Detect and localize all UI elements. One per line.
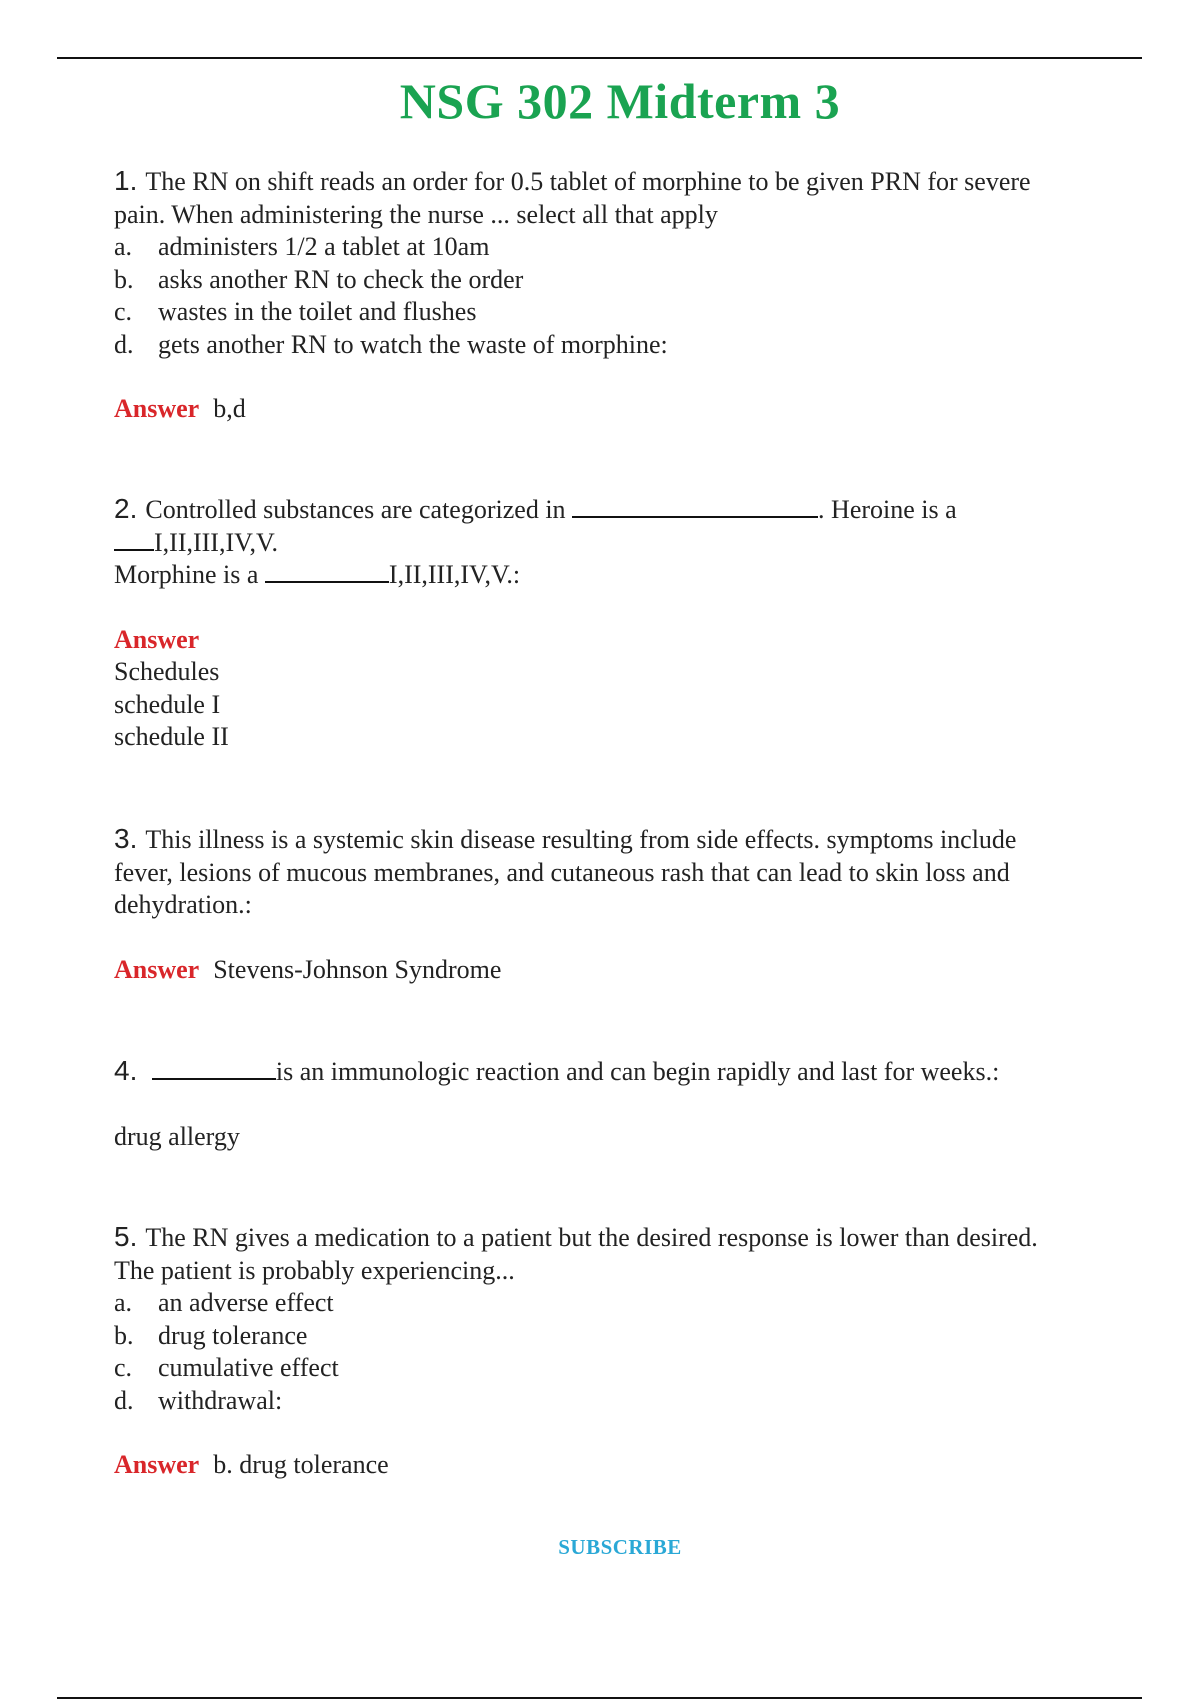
question-4 xyxy=(114,1055,1134,1153)
question-2-line-1 xyxy=(114,493,1134,527)
question-2 xyxy=(114,493,1134,754)
option-letter: d. xyxy=(114,1385,134,1415)
question-3-text-2: fever, lesions of mucous membranes, and cutaneous rash that can lead to skin loss and xyxy=(114,857,1010,887)
question-1 xyxy=(114,165,1134,426)
question-1-text-1: The RN on shift reads an order for 0.5 tablet of morphine to be given PRN for severe xyxy=(145,167,1031,196)
question-3 xyxy=(114,823,1134,986)
fill-in-blank xyxy=(152,1058,276,1080)
option-letter: d. xyxy=(114,329,134,359)
option-text: drug tolerance xyxy=(158,1320,308,1350)
question-5-number: 5. xyxy=(114,1221,138,1252)
top-rule xyxy=(57,57,1142,59)
question-2-text-2: . Heroine is a xyxy=(818,495,957,524)
question-2-answer xyxy=(114,624,1134,754)
option-text: cumulative effect xyxy=(158,1353,339,1382)
option-letter: c. xyxy=(114,1353,133,1382)
question-2-text-1: Controlled substances are categorized in xyxy=(145,495,566,524)
question-1-option-d xyxy=(114,329,1134,362)
question-5-option-d xyxy=(114,1385,1134,1418)
question-5-option-b xyxy=(114,1320,1134,1353)
question-1-answer xyxy=(114,393,1134,426)
fill-in-blank xyxy=(572,496,818,518)
option-letter: b. xyxy=(114,1320,134,1350)
option-letter: a. xyxy=(114,1288,133,1317)
question-1-number: 1. xyxy=(114,165,138,196)
option-text: administers 1/2 a tablet at 10am xyxy=(158,232,490,261)
question-5-option-c xyxy=(114,1352,1134,1385)
question-2-text-3: I,II,III,IV,V. xyxy=(154,527,278,557)
answer-label: Answer xyxy=(114,394,200,423)
question-5-option-a xyxy=(114,1287,1134,1320)
answer-label: Answer xyxy=(114,1450,200,1479)
question-3-number: 3. xyxy=(114,823,138,854)
option-text: an adverse effect xyxy=(158,1288,334,1317)
page-title: NSG 302 Midterm 3 xyxy=(399,73,841,129)
question-1-line-1 xyxy=(114,165,1134,199)
option-text: asks another RN to check the order xyxy=(158,264,524,294)
question-4-text: is an immunologic reaction and can begin rapidly and last for weeks.: xyxy=(275,1057,1000,1086)
answer-text: Stevens-Johnson Syndrome xyxy=(213,954,502,984)
question-3-line-1 xyxy=(114,823,1134,857)
question-1-option-a xyxy=(114,231,1134,264)
question-1-option-c xyxy=(114,296,1134,329)
question-3-answer xyxy=(114,954,1134,987)
question-4-line-1 xyxy=(114,1055,1134,1089)
bottom-rule xyxy=(57,1697,1142,1699)
subscribe-link[interactable]: SUBSCRIBE xyxy=(558,1535,682,1559)
option-text: gets another RN to watch the waste of morphine: xyxy=(158,329,668,359)
question-2-text-5: I,II,III,IV,V.: xyxy=(388,560,521,589)
answer-label: Answer xyxy=(114,624,200,654)
option-letter: c. xyxy=(114,297,133,326)
question-3-text-1: This illness is a systemic skin disease resulting from side effects. symptoms include xyxy=(145,825,1017,854)
question-5-line-1 xyxy=(114,1221,1134,1255)
question-4-answer: drug allergy xyxy=(114,1121,240,1151)
answer-line-1: Schedules xyxy=(114,657,220,686)
answer-text: b,d xyxy=(213,394,246,423)
fill-in-blank xyxy=(114,529,154,551)
option-letter: b. xyxy=(114,264,134,294)
option-text: withdrawal: xyxy=(158,1385,283,1415)
question-4-number: 4. xyxy=(114,1055,138,1086)
question-5-text-1: The RN gives a medication to a patient but the desired response is lower than desired. xyxy=(145,1223,1038,1252)
option-letter: a. xyxy=(114,232,133,261)
question-2-line-3 xyxy=(114,559,1134,592)
question-2-text-4: Morphine is a xyxy=(114,560,259,589)
answer-line-2: schedule I xyxy=(114,689,221,719)
question-1-text-2: pain. When administering the nurse ... select all that apply xyxy=(114,199,718,229)
answer-text: b. drug tolerance xyxy=(213,1450,389,1479)
question-1-option-b xyxy=(114,264,1134,297)
option-text: wastes in the toilet and flushes xyxy=(158,297,477,326)
question-5 xyxy=(114,1221,1134,1482)
fill-in-blank xyxy=(265,561,389,583)
question-5-text-2: The patient is probably experiencing... xyxy=(114,1255,515,1285)
question-5-answer xyxy=(114,1449,1134,1482)
answer-line-3: schedule II xyxy=(114,722,229,751)
answer-label: Answer xyxy=(114,954,200,984)
question-2-number: 2. xyxy=(114,493,138,524)
question-2-line-2 xyxy=(114,527,1134,560)
question-3-text-3: dehydration.: xyxy=(114,890,252,919)
